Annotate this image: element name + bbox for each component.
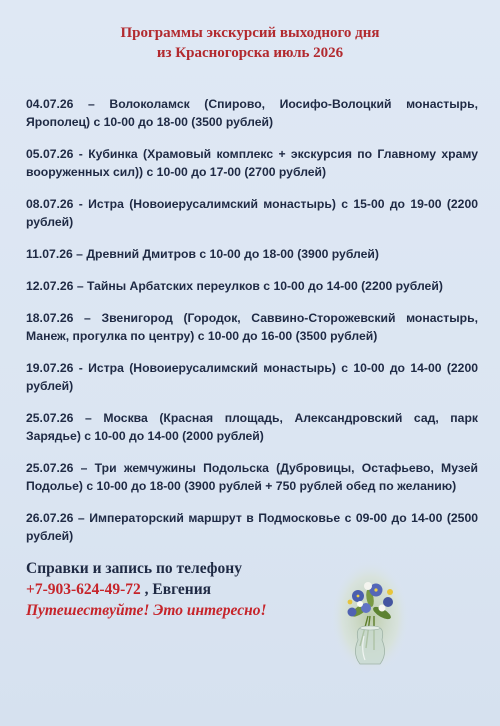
excursion-entry-5: 12.07.26 – Тайны Арбатских переулков с 10-00 до 14-00 (2200 рублей) bbox=[26, 279, 443, 293]
phone-number[interactable]: +7-903-624-49-72 bbox=[26, 581, 141, 598]
excursion-entry-1: 04.07.26 – Волоколамск (Спирово, Иосифо-Волоцкий монастырь, Ярополец) с 10-00 до 18-00 (3500 рублей) bbox=[26, 97, 478, 129]
flower-bouquet-image bbox=[330, 558, 410, 676]
excursion-entry-8: 25.07.26 – Москва (Красная площадь, Александровский сад, парк Зарядье) с 10-00 до 14-00 (2000 рублей) bbox=[26, 411, 478, 443]
excursion-list bbox=[26, 95, 478, 559]
contact-block bbox=[26, 558, 326, 621]
contact-name: , Евгения bbox=[140, 581, 212, 598]
contact-info-text: Справки и запись по телефону bbox=[26, 560, 242, 577]
slogan-text: Путешествуйте! Это интересно! bbox=[26, 602, 267, 619]
page-title-line2: из Красногорска июль 2026 bbox=[156, 45, 344, 61]
excursion-entry-9: 25.07.26 – Три жемчужины Подольска (Дубровицы, Остафьево, Музей Подолье) с 10-00 до 18-00 (3900 рублей + 750 рублей обед по желанию) bbox=[26, 461, 478, 493]
excursion-entry-4: 11.07.26 – Древний Дмитров с 10-00 до 18-00 (3900 рублей) bbox=[26, 247, 379, 261]
excursion-entry-6: 18.07.26 – Звенигород (Городок, Саввино-Сторожевский монастырь, Манеж, прогулка по центру) с 10-00 до 16-00 (3500 рублей) bbox=[26, 311, 478, 343]
excursion-entry-2: 05.07.26 - Кубинка (Храмовый комплекс + экскурсия по Главному храму вооруженных сил)) с 10-00 до 17-00 (2700 рублей) bbox=[26, 147, 478, 179]
excursion-entry-7: 19.07.26 - Истра (Новоиерусалимский монастырь) с 10-00 до 14-00 (2200 рублей) bbox=[26, 361, 478, 393]
excursion-entry-10: 26.07.26 – Императорский маршрут в Подмосковье с 09-00 до 14-00 (2500 рублей) bbox=[26, 511, 478, 543]
contact-phone-line bbox=[26, 579, 326, 600]
excursion-entry-3: 08.07.26 - Истра (Новоиерусалимский монастырь) с 15-00 до 19-00 (2200 рублей) bbox=[26, 197, 478, 229]
page-title-line1: Программы экскурсий выходного дня bbox=[120, 25, 380, 41]
